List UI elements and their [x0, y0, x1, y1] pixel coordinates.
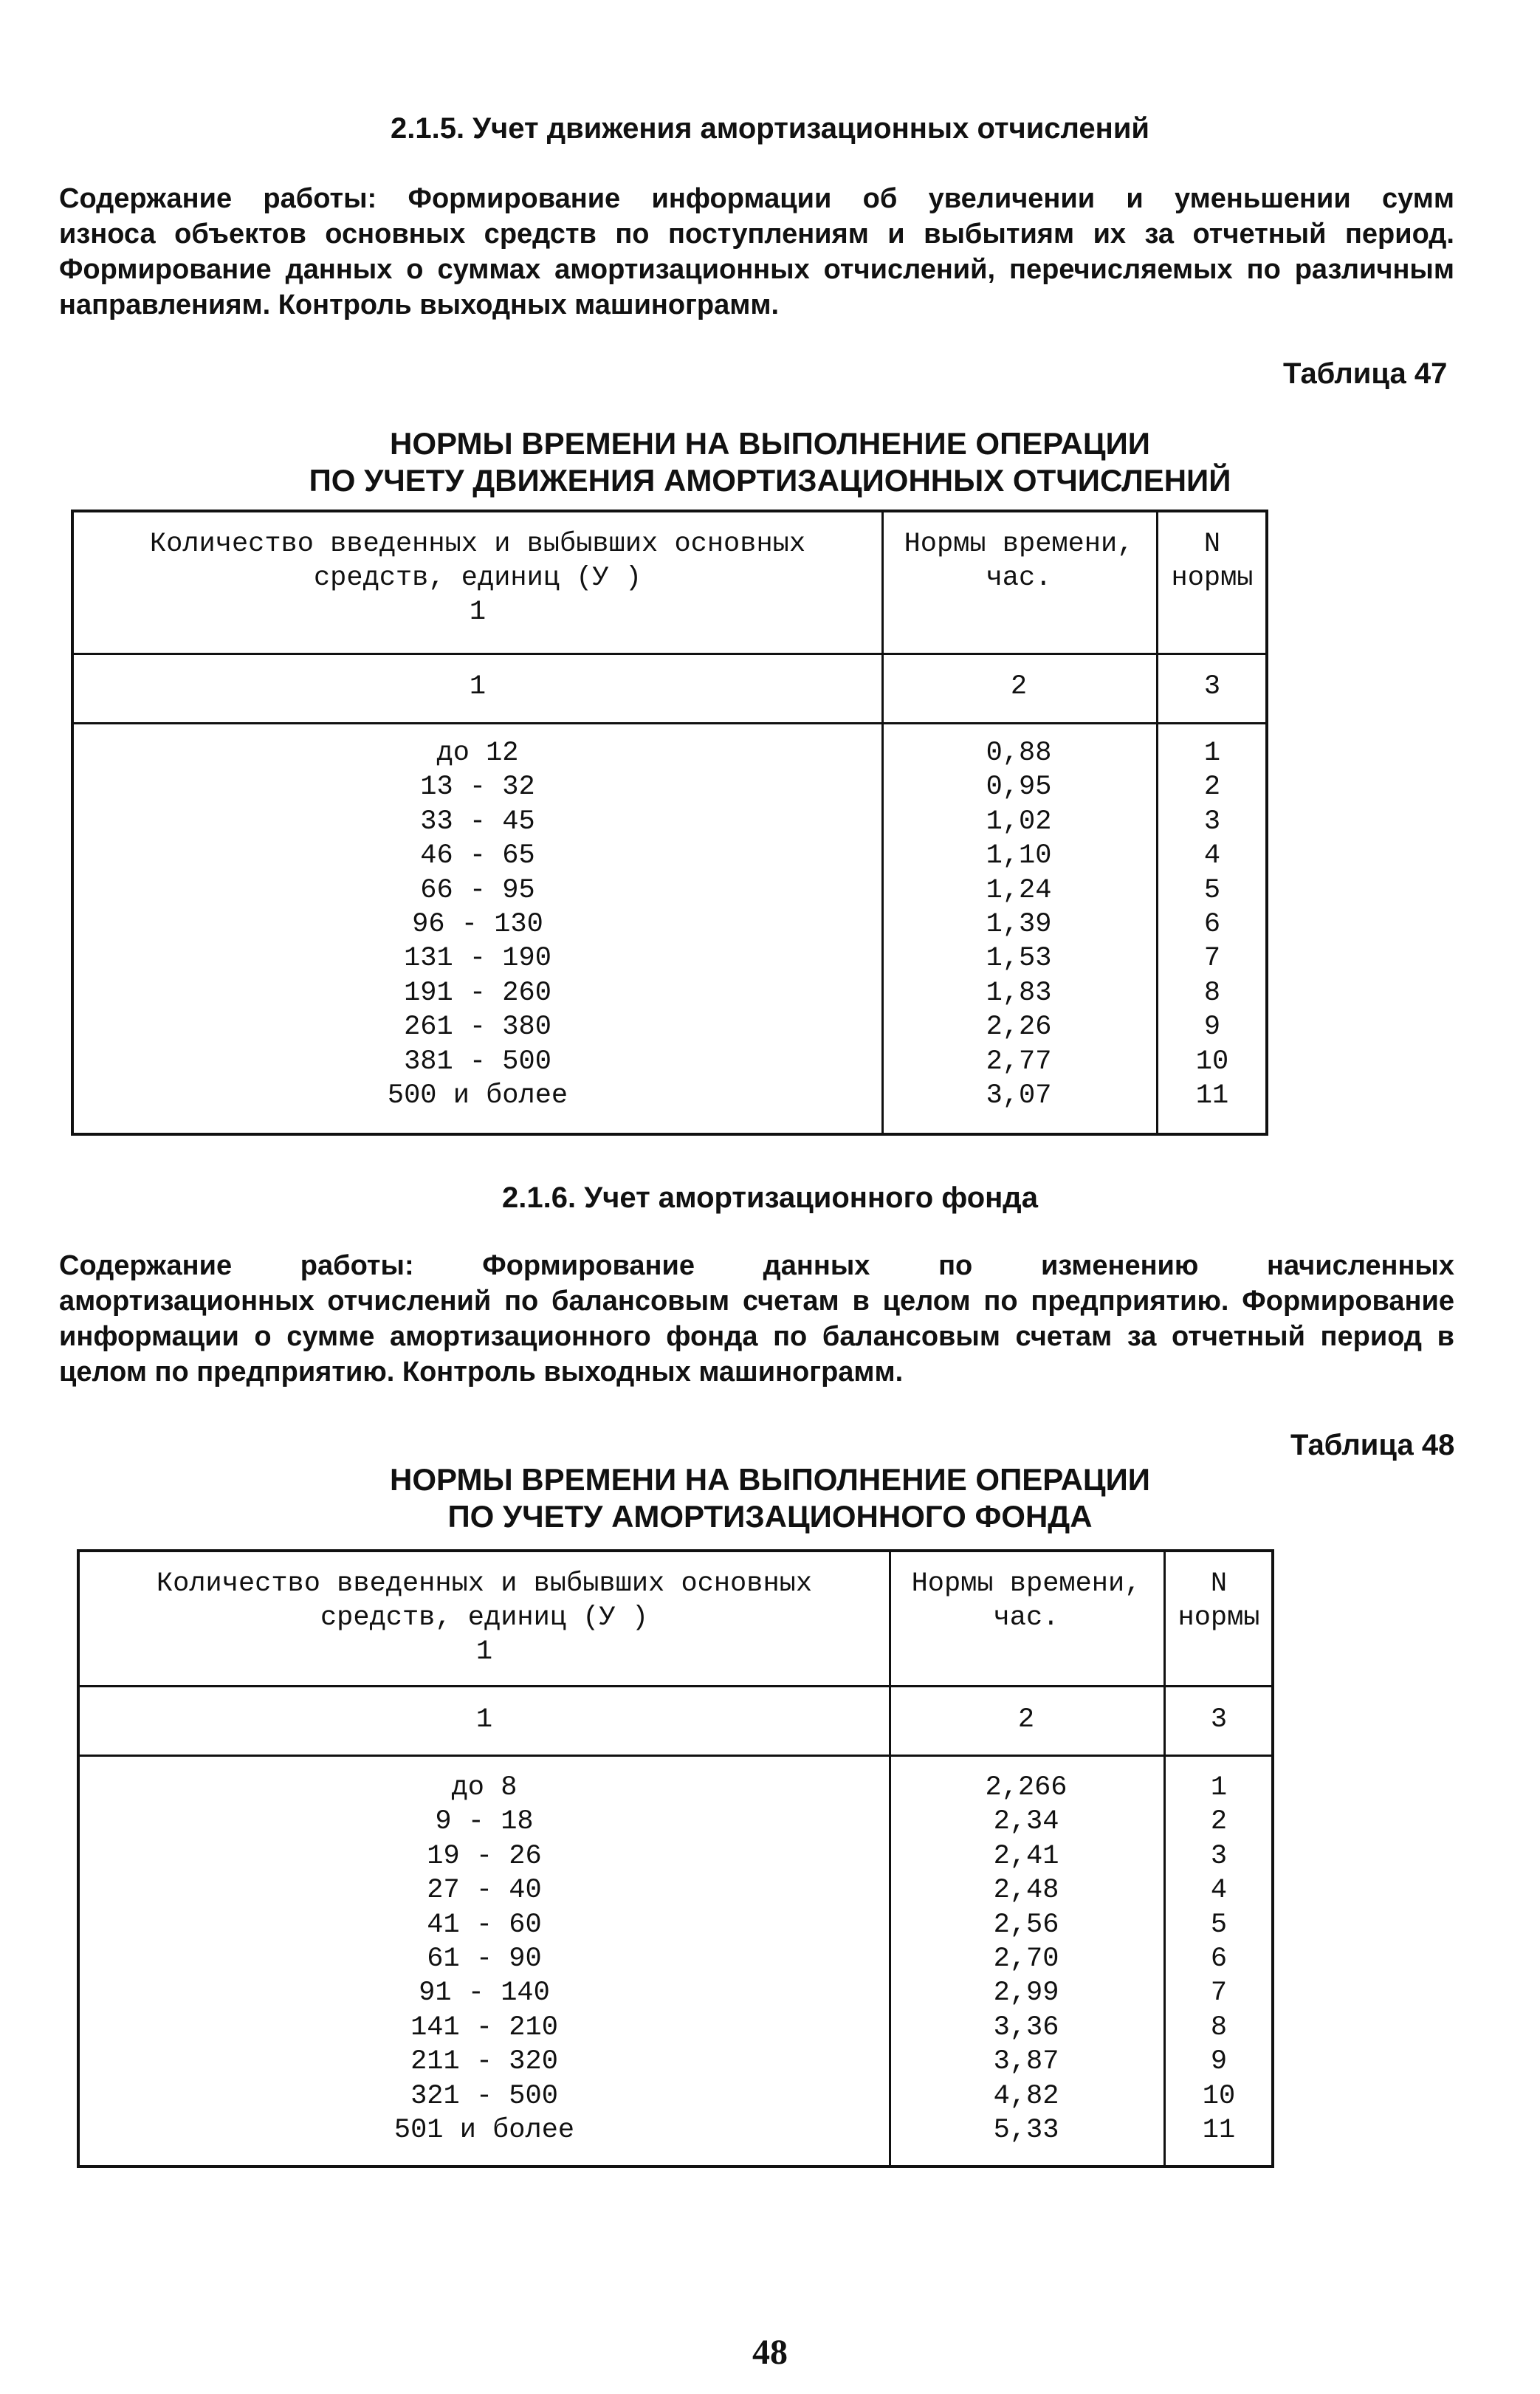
time-cell: 1,10: [986, 840, 1052, 872]
norm-number-cell: 7: [1210, 1978, 1228, 2009]
range-cell: 501 и более: [393, 2115, 575, 2147]
time-cell: 2,26: [986, 1012, 1052, 1043]
norm-number-cell: 10: [1202, 2080, 1236, 2112]
header-col1: [80, 1567, 889, 1669]
header-col3-line: N: [1210, 1568, 1228, 1599]
range-cell: 9 - 18: [435, 1806, 534, 1838]
header-col2-line: час.: [993, 1602, 1059, 1633]
range-cell: 46 - 65: [420, 840, 535, 872]
time-cell: 2,48: [993, 1875, 1059, 1907]
range-cell: 321 - 500: [410, 2080, 558, 2112]
time-cell: 3,07: [986, 1080, 1052, 1112]
norm-number-cell: 3: [1210, 1840, 1228, 1872]
paragraph-line: информации о сумме амортизационного фонда по балансовым счетам за отчетный период в: [59, 1321, 1454, 1352]
norm-number-cell: 2: [1210, 1806, 1228, 1838]
paragraph-line: Содержание работы: Формирование информации об увеличении и уменьшении сумм: [59, 183, 1454, 214]
norm-number-cell: 6: [1210, 1944, 1228, 1975]
paragraph-line: целом по предприятию. Контроль выходных машинограмм.: [59, 1357, 904, 1388]
header-col3-line: N: [1203, 529, 1221, 560]
norm-number-cell: 1: [1203, 738, 1221, 769]
range-column: [80, 1771, 889, 2147]
table-divider: [74, 722, 1265, 724]
range-cell: 141 - 210: [410, 2011, 558, 2043]
range-cell: 66 - 95: [420, 874, 535, 906]
table-divider: [80, 1755, 1271, 1757]
page-number: 48: [752, 2333, 788, 2372]
range-cell: 13 - 32: [420, 772, 535, 803]
table-label-48: Таблица 48: [1290, 1429, 1455, 1461]
range-cell: 261 - 380: [404, 1012, 551, 1043]
table-title-line: ПО УЧЕТУ ДВИЖЕНИЯ АМОРТИЗАЦИОННЫХ ОТЧИСЛЕНИЙ: [309, 463, 1231, 498]
time-cell: 1,39: [986, 909, 1052, 941]
range-cell: 211 - 320: [410, 2046, 558, 2078]
time-cell: 5,33: [993, 2115, 1059, 2147]
table-title-48: [0, 1461, 1540, 1535]
norm-number-cell: 3: [1203, 806, 1221, 837]
range-cell: 61 - 90: [427, 1944, 542, 1975]
column-number-2: 2: [1010, 671, 1028, 702]
header-col2: [889, 1567, 1163, 1635]
table-48: [77, 1549, 1274, 2168]
header-col1-sub: 1: [475, 1636, 493, 1667]
time-cell: 2,56: [993, 1909, 1059, 1941]
table-47: [71, 510, 1268, 1136]
norm-number-cell: 9: [1203, 1012, 1221, 1043]
norm-number-cell: 4: [1210, 1875, 1228, 1907]
time-cell: 0,95: [986, 772, 1052, 803]
header-col1-sub: 1: [469, 597, 487, 628]
norm-number-cell: 8: [1203, 977, 1221, 1009]
range-cell: 19 - 26: [427, 1840, 542, 1872]
time-cell: 2,99: [993, 1978, 1059, 2009]
range-cell: 381 - 500: [404, 1046, 551, 1077]
norm-number-cell: 10: [1195, 1046, 1229, 1077]
norm-number-cell: 7: [1203, 943, 1221, 975]
header-col2-line: Нормы времени,: [904, 529, 1134, 560]
table-label-47: Таблица 47: [1283, 357, 1448, 390]
table-title-line: НОРМЫ ВРЕМЕНИ НА ВЫПОЛНЕНИЕ ОПЕРАЦИИ: [390, 1462, 1150, 1497]
norm-number-cell: 1: [1210, 1772, 1228, 1803]
norm-number-column: [1163, 1771, 1274, 2147]
norm-number-cell: 11: [1202, 2115, 1236, 2147]
norm-number-cell: 5: [1203, 874, 1221, 906]
norm-number-cell: 8: [1210, 2011, 1228, 2043]
range-cell: 27 - 40: [427, 1875, 542, 1907]
range-cell: 131 - 190: [404, 943, 551, 975]
time-cell: 3,87: [993, 2046, 1059, 2078]
header-col1-line: средств, единиц (У ): [320, 1602, 649, 1633]
paragraph-line: амортизационных отчислений по балансовым счетам в целом по предприятию. Формирование: [59, 1286, 1454, 1317]
norm-number-cell: 5: [1210, 1909, 1228, 1941]
paragraph-line: износа объектов основных средств по поступлениям и выбытиям их за отчетный период.: [59, 219, 1454, 250]
header-col2-line: час.: [986, 563, 1052, 594]
range-cell: 91 - 140: [419, 1978, 550, 2009]
range-cell: 96 - 130: [412, 909, 543, 941]
header-col1-line: Количество введенных и выбывших основных: [149, 529, 806, 560]
column-number-3: 3: [1210, 1704, 1228, 1735]
time-cell: 2,34: [993, 1806, 1059, 1838]
time-cell: 1,24: [986, 874, 1052, 906]
paragraph-line: Формирование данных о суммах амортизационных отчислений, перечисляемых по различным: [59, 254, 1454, 285]
table-title-line: НОРМЫ ВРЕМЕНИ НА ВЫПОЛНЕНИЕ ОПЕРАЦИИ: [390, 426, 1150, 461]
paragraph-line: Содержание работы: Формирование данных по изменению начисленных: [59, 1250, 1454, 1281]
header-col3-line: нормы: [1171, 563, 1254, 594]
paragraph-line: направлениям. Контроль выходных машинограмм.: [59, 289, 780, 320]
norm-number-cell: 11: [1195, 1080, 1229, 1112]
header-col2: [881, 527, 1156, 595]
time-cell: 1,53: [986, 943, 1052, 975]
norm-number-column: [1156, 736, 1268, 1113]
time-column: [889, 1771, 1163, 2147]
norm-number-cell: 2: [1203, 772, 1221, 803]
norm-number-cell: 4: [1203, 840, 1221, 872]
header-col2-line: Нормы времени,: [911, 1568, 1141, 1599]
time-cell: 2,77: [986, 1046, 1052, 1077]
header-col3-line: нормы: [1178, 1602, 1260, 1633]
header-col1-line: средств, единиц (У ): [313, 563, 642, 594]
section-paragraph-2-1-6: [59, 1248, 1454, 1390]
time-cell: 2,70: [993, 1944, 1059, 1975]
time-cell: 2,266: [985, 1772, 1068, 1803]
section-paragraph-2-1-5: [59, 181, 1454, 323]
header-col3: [1156, 527, 1268, 595]
header-col1-line: Количество введенных и выбывших основных: [156, 1568, 813, 1599]
column-number-2: 2: [1017, 1704, 1035, 1735]
range-cell: до 12: [436, 738, 519, 769]
section-heading-2-1-6: 2.1.6. Учет амортизационного фонда: [502, 1181, 1038, 1214]
range-column: [74, 736, 881, 1113]
time-cell: 3,36: [993, 2011, 1059, 2043]
section-heading-2-1-5: 2.1.5. Учет движения амортизационных отчислений: [390, 112, 1149, 145]
time-cell: 1,83: [986, 977, 1052, 1009]
header-col3: [1163, 1567, 1274, 1635]
time-column: [881, 736, 1156, 1113]
table-title-line: ПО УЧЕТУ АМОРТИЗАЦИОННОГО ФОНДА: [447, 1499, 1093, 1534]
range-cell: до 8: [451, 1772, 518, 1803]
norm-number-cell: 6: [1203, 909, 1221, 941]
table-divider: [74, 653, 1265, 655]
column-number-1: 1: [469, 671, 487, 702]
range-cell: 500 и более: [387, 1080, 568, 1112]
column-number-1: 1: [475, 1704, 493, 1735]
time-cell: 0,88: [986, 738, 1052, 769]
range-cell: 41 - 60: [427, 1909, 542, 1941]
table-title-47: [0, 425, 1540, 499]
time-cell: 4,82: [993, 2080, 1059, 2112]
header-col1: [74, 527, 881, 629]
time-cell: 1,02: [986, 806, 1052, 837]
time-cell: 2,41: [993, 1840, 1059, 1872]
range-cell: 33 - 45: [420, 806, 535, 837]
table-divider: [80, 1685, 1271, 1687]
column-number-3: 3: [1203, 671, 1221, 702]
norm-number-cell: 9: [1210, 2046, 1228, 2078]
range-cell: 191 - 260: [404, 977, 551, 1009]
